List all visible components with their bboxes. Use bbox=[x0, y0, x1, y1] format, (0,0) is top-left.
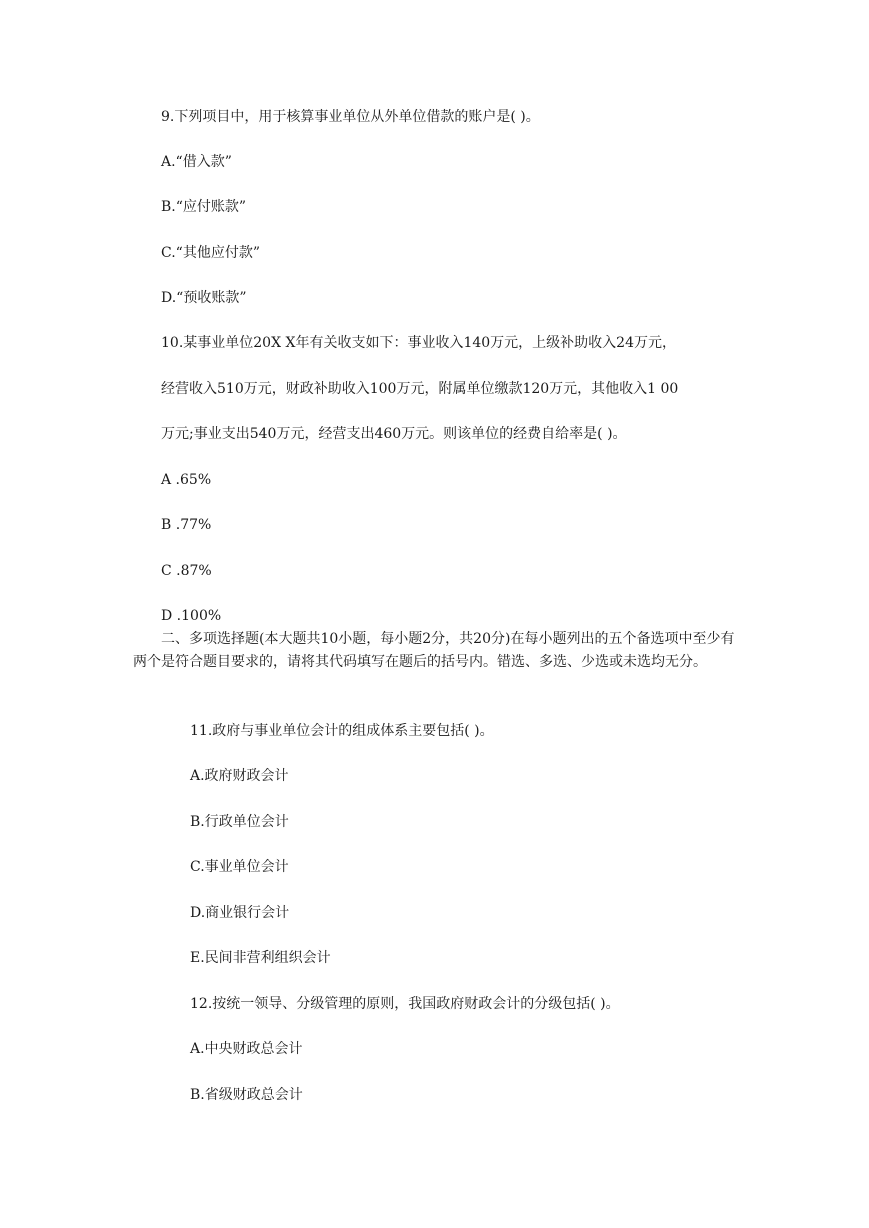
q12-option-a: A.中央财政总会计 bbox=[190, 1041, 303, 1057]
q10-option-a: A .65% bbox=[161, 472, 212, 488]
q11-option-c: C.事业单位会计 bbox=[190, 859, 289, 875]
q9-option-d: D.“预收账款” bbox=[161, 290, 247, 306]
q10-stem-line-3: 万元;事业支出540万元，经营支出460万元。则该单位的经费自给率是( )。 bbox=[161, 426, 627, 442]
q9-stem: 9.下列项目中，用于核算事业单位从外单位借款的账户是( )。 bbox=[161, 109, 540, 125]
section2-intro: 二、多项选择题(本大题共10小题，每小题2分，共20分)在每小题列出的五个备选项中至少有两个是符合题目要求的，请将其代码填写在题后的括号内。错选、多选、少选或未选均无分。 bbox=[133, 631, 735, 670]
q11-option-a: A.政府财政会计 bbox=[190, 768, 289, 784]
q10-option-d: D .100% bbox=[161, 608, 222, 624]
q10-option-c: C .87% bbox=[161, 563, 212, 579]
q10-stem-line-2: 经营收入510万元，财政补助收入100万元，附属单位缴款120万元，其他收入1 00 bbox=[161, 381, 679, 397]
q9-option-b: B.“应付账款” bbox=[161, 199, 247, 215]
q9-option-a: A.“借入款” bbox=[161, 154, 232, 170]
q10-stem-line-1: 10.某事业单位20X X年有关收支如下：事业收入140万元，上级补助收入24万元， bbox=[161, 335, 676, 351]
q11-option-d: D.商业银行会计 bbox=[190, 905, 290, 921]
q9-option-c: C.“其他应付款” bbox=[161, 245, 260, 261]
q12-option-b: B.省级财政总会计 bbox=[190, 1087, 303, 1103]
q11-stem: 11.政府与事业单位会计的组成体系主要包括( )。 bbox=[190, 723, 494, 739]
q12-stem: 12.按统一领导、分级管理的原则，我国政府财政会计的分级包括( )。 bbox=[190, 996, 620, 1012]
q10-option-b: B .77% bbox=[161, 517, 212, 533]
q11-option-b: B.行政单位会计 bbox=[190, 814, 289, 830]
q11-option-e: E.民间非营利组织会计 bbox=[190, 950, 331, 966]
